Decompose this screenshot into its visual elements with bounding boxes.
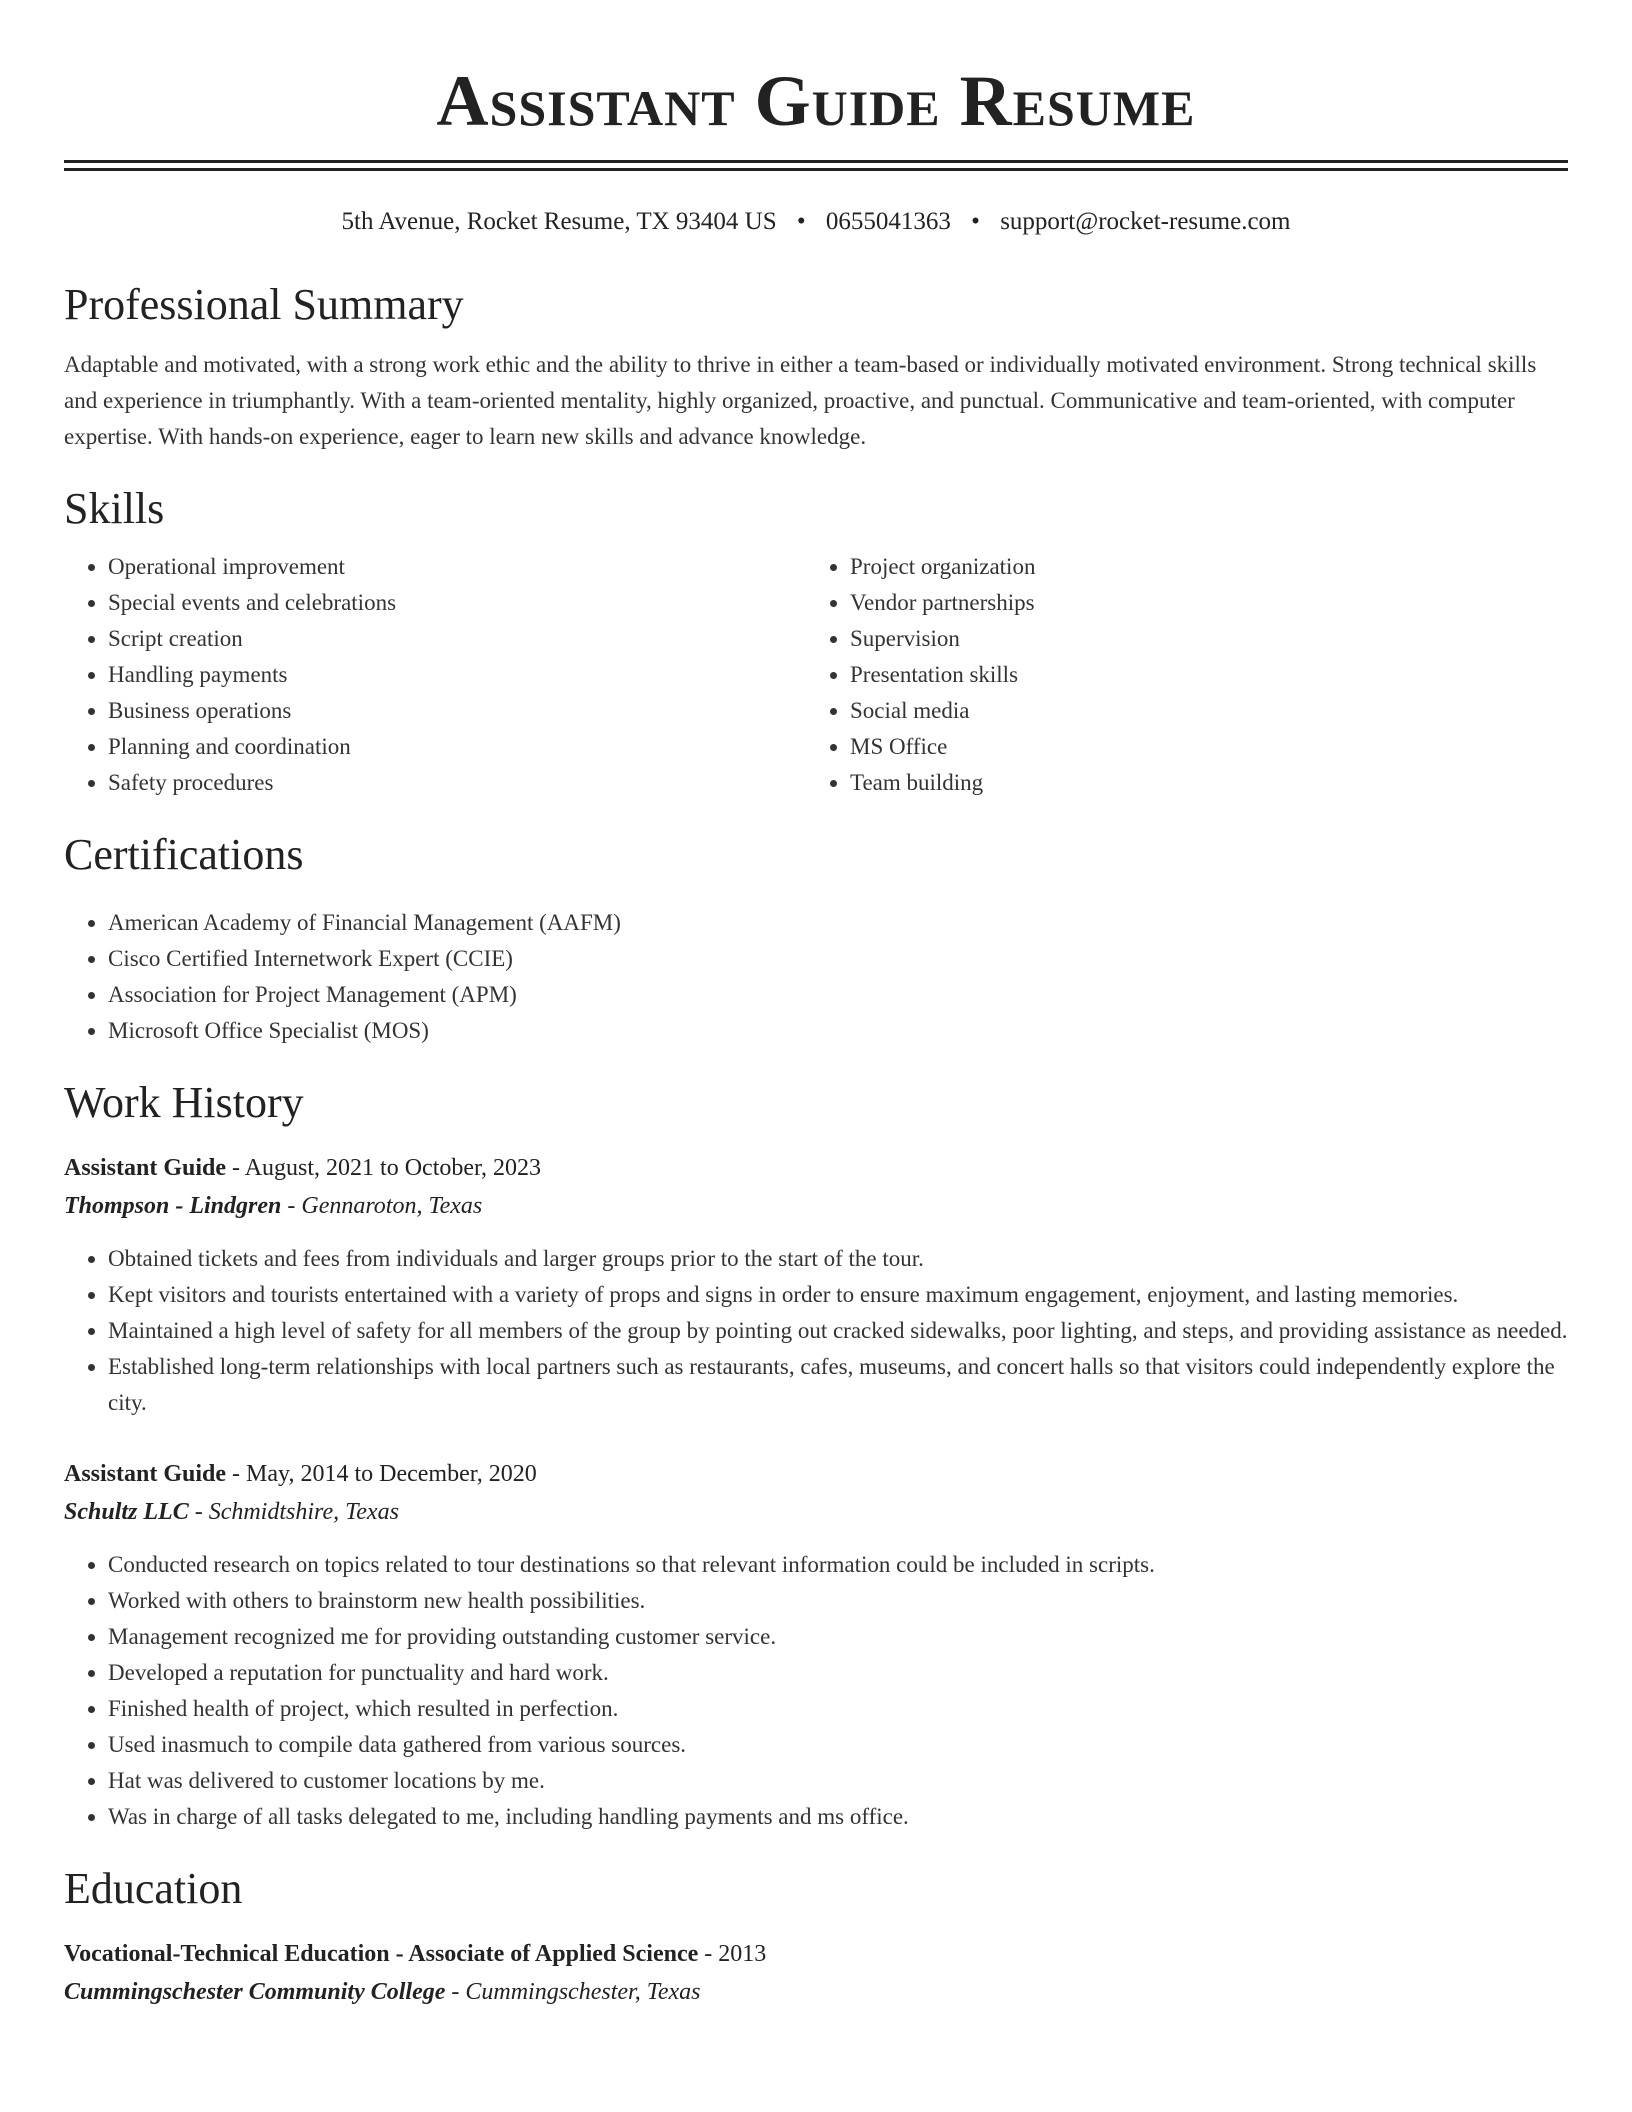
contact-separator: • — [796, 208, 806, 235]
skill-item: • Special events and celebrations — [108, 585, 806, 621]
skill-item: • Team building — [850, 765, 1548, 801]
contact-info — [64, 205, 1568, 239]
skill-item: • Vendor partnerships — [850, 585, 1548, 621]
job-title-line — [64, 1149, 1568, 1187]
job-duty-item: • Finished health of project, which resulted in perfection. — [108, 1691, 1568, 1727]
job-duty-item: • Maintained a high level of safety for all members of the group by pointing out cracked sidewalks, poor lighting, and steps, and providing assistance as needed. — [108, 1313, 1568, 1349]
certification-item: • Association for Project Management (APM) — [108, 977, 1568, 1013]
job-entry — [64, 1149, 1568, 1421]
job-duty-item: • Management recognized me for providing outstanding customer service. — [108, 1619, 1568, 1655]
job-dates: - August, 2021 to October, 2023 — [226, 1155, 542, 1181]
job-duty-item: • Developed a reputation for punctuality and hard work. — [108, 1655, 1568, 1691]
job-company-line — [64, 1187, 1568, 1225]
job-title-line — [64, 1455, 1568, 1493]
skills-columns — [64, 549, 1568, 801]
job-location: - Schmidtshire, Texas — [188, 1499, 399, 1525]
job-duty-item: • Used inasmuch to compile data gathered from various sources. — [108, 1727, 1568, 1763]
work-history-heading: Work History — [64, 1078, 304, 1127]
contact-separator: • — [971, 208, 980, 235]
job-title: Assistant Guide — [64, 1461, 227, 1487]
skills-column-left — [64, 549, 806, 801]
job-dates: - May, 2014 to December, 2020 — [226, 1461, 537, 1487]
skill-item: • Planning and coordination — [108, 729, 806, 765]
education-degree: Vocational-Technical Education - Associate of Applied Science — [64, 1941, 699, 1967]
contact-email: support@rocket-resume.com — [1000, 208, 1291, 235]
job-company: Thompson - Lindgren — [64, 1193, 282, 1219]
education-entry — [64, 1935, 1568, 2011]
skill-item: • Project organization — [850, 549, 1548, 585]
job-title: Assistant Guide — [64, 1155, 227, 1181]
certification-item: • Cisco Certified Internetwork Expert (CCIE) — [108, 941, 1568, 977]
skill-item: • Safety procedures — [108, 765, 806, 801]
work-history-section — [64, 1075, 1568, 1835]
certification-item: • American Academy of Financial Management (AAFM) — [108, 905, 1568, 941]
job-entry — [64, 1455, 1568, 1835]
education-school: Cummingschester Community College — [64, 1979, 446, 2005]
certification-item: • Microsoft Office Specialist (MOS) — [108, 1013, 1568, 1049]
contact-phone: 0655041363 — [825, 208, 951, 235]
job-duty-item: • Obtained tickets and fees from individuals and larger groups prior to the start of the tour. — [108, 1241, 1568, 1277]
job-duty-item: • Kept visitors and tourists entertained with a variety of props and signs in order to ensure maximum engagement, enjoyment, and lasting memories. — [108, 1277, 1568, 1313]
skill-item: • Operational improvement — [108, 549, 806, 585]
job-duty-item: • Conducted research on topics related to tour destinations so that relevant information could be included in scripts. — [108, 1547, 1568, 1583]
certifications-list — [64, 905, 1568, 1049]
contact-address: 5th Avenue, Rocket Resume, TX 93404 US — [341, 208, 777, 235]
page-title: Assistant Guide Resume — [436, 61, 1196, 141]
skills-column-right — [806, 549, 1548, 801]
job-duty-item: • Worked with others to brainstorm new health possibilities. — [108, 1583, 1568, 1619]
job-company: Schultz LLC — [64, 1499, 189, 1525]
job-location: - Gennaroton, Texas — [281, 1193, 483, 1219]
certifications-section — [64, 827, 1568, 1049]
skill-item: • Supervision — [850, 621, 1548, 657]
education-location: - Cummingschester, Texas — [445, 1979, 701, 2005]
skills-section — [64, 481, 1568, 801]
education-section — [64, 1861, 1568, 2011]
education-year: - 2013 — [698, 1941, 767, 1967]
education-heading: Education — [64, 1864, 243, 1913]
job-duties-list — [64, 1547, 1568, 1835]
skills-heading: Skills — [64, 484, 165, 533]
title-double-rule — [64, 160, 1568, 171]
skill-item: • Handling payments — [108, 657, 806, 693]
skills-list-left — [64, 549, 806, 801]
skill-item: • MS Office — [850, 729, 1548, 765]
summary-text: Adaptable and motivated, with a strong work ethic and the ability to thrive in either a team-based or individually motivated environment. Strong technical skills and experience in triumphantly. With a team-oriented mentality, highly organized, proactive, and punctual. Communicative and team-oriented, with computer expertise. With hands-on experience, eager to learn new skills and advance knowledge. — [64, 352, 1537, 449]
education-school-line — [64, 1973, 1568, 2011]
skills-list-right — [806, 549, 1548, 801]
job-duties-list — [64, 1241, 1568, 1421]
summary-section — [64, 277, 1568, 455]
skill-item: • Business operations — [108, 693, 806, 729]
education-degree-line — [64, 1935, 1568, 1973]
summary-heading: Professional Summary — [64, 280, 464, 329]
job-duty-item: • Hat was delivered to customer locations by me. — [108, 1763, 1568, 1799]
skill-item: • Script creation — [108, 621, 806, 657]
job-company-line — [64, 1493, 1568, 1531]
skill-item: • Presentation skills — [850, 657, 1548, 693]
job-duty-item: • Was in charge of all tasks delegated to me, including handling payments and ms office. — [108, 1799, 1568, 1835]
certifications-heading: Certifications — [64, 830, 304, 879]
job-duty-item: • Established long-term relationships with local partners such as restaurants, cafes, museums, and concert halls so that visitors could independently explore the city. — [108, 1349, 1568, 1421]
skill-item: • Social media — [850, 693, 1548, 729]
